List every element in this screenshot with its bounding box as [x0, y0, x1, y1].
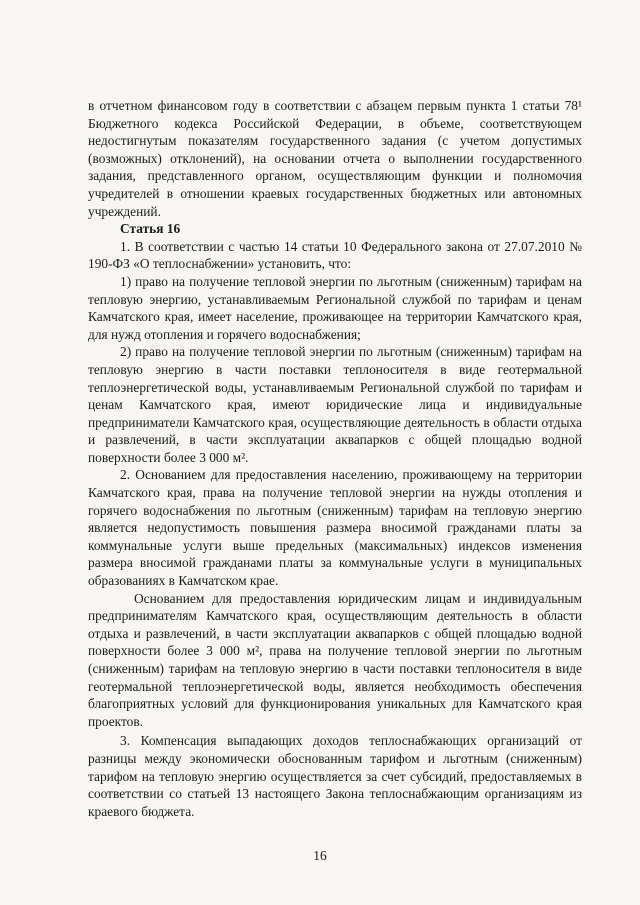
document-body — [88, 97, 582, 820]
paragraph-item-2: 2) право на получение тепловой энергии по льготным (сниженным) тарифам на тепловую энергию в части поставки теплоносителя в виде геотермальной теплоэнергетической воды, устанавливаемым Региональной службой по тарифам и ценам Камчатского края, имеют юридические лица и индивидуальные предприниматели Камчатского края, осуществляющие деятельность в области отдыха и развлечений, в части эксплуатации аквапарков с общей площадью водной поверхности более 3 000 м². — [88, 344, 582, 465]
paragraph-part-2-continued: Основанием для предоставления юридическим лицам и индивидуальным предпринимателям Камчатского края, осуществляющим деятельность в области отдыха и развлечений, в части эксплуатации аквапарков с общей площадью водной поверхности более 3 000 м², права на получение тепловой энергии по льготным (сниженным) тарифам на тепловую энергию в части поставки теплоносителя в виде геотермальной теплоэнергетической воды, является необходимость обеспечения благоприятных условий для функционирования уникальных для Камчатского края проектов. — [88, 590, 582, 729]
paragraph-item-1: 1) право на получение тепловой энергии по льготным (сниженным) тарифам на тепловую энергию, устанавливаемым Региональной службой по тарифам и ценам Камчатского края, имеет население, проживающее на территории Камчатского края, для нужд отопления и горячего водоснабжения; — [88, 273, 582, 342]
page-number: 16 — [313, 848, 327, 863]
paragraph-part-2: 2. Основанием для предоставления населению, проживающему на территории Камчатского края, права на получение тепловой энергии на нужды отопления и горячего водоснабжения по льготным (сниженным) тарифам на тепловую энергию является недопустимость повышения размера вносимой гражданами платы за коммунальные услуги выше предельных (максимальных) индексов изменения размера вносимой гражданами платы за коммунальные услуги в муниципальных образованиях в Камчатском крае. — [88, 467, 582, 589]
paragraph-part-3: 3. Компенсация выпадающих доходов теплоснабжающих организаций от разницы между экономически обоснованным тарифом и льготным (сниженным) тарифом на тепловую энергию осуществляется за счет субсидий, предоставляемых в соответствии со статьей 13 настоящего Закона теплоснабжающим организациям из краевого бюджета. — [88, 733, 582, 819]
paragraph-part-1: 1. В соответствии с частью 14 статьи 10 Федерального закона от 27.07.2010 № 190-ФЗ «О теплоснабжении» установить, что: — [88, 238, 582, 272]
intro-paragraph: в отчетном финансовом году в соответствии с абзацем первым пункта 1 статьи 78¹ Бюджетного кодекса Российской Федерации, в объеме, соответствующем недостигнутым показателям государственного задания (с учетом допустимых (возможных) отклонений), на основании отчета о выполнении государственного задания, представленного органом, осуществляющим функции и полномочия учредителей в отношении краевых государственных бюджетных или автономных учреждений. — [88, 98, 582, 219]
article-title: Статья 16 — [120, 221, 181, 237]
